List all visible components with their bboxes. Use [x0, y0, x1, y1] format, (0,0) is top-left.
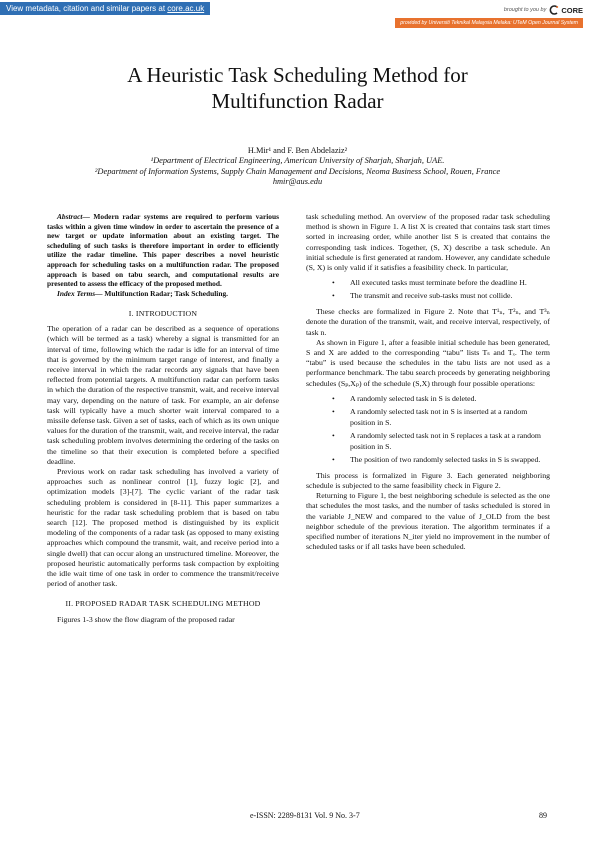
brought-by	[504, 5, 583, 15]
method-paragraph-5: This process is formalized in Figure 3. Each generated neighboring schedule is subjected to the same feasibility check in Figure 2.	[306, 470, 550, 491]
index-terms-text: Multifunction Radar; Task Scheduling.	[102, 288, 228, 298]
list-item: • The transmit and receive sub-tasks must not collide.	[332, 291, 513, 301]
bullet-icon: •	[332, 430, 335, 440]
paper-title	[40, 62, 555, 114]
method-paragraph-2: task scheduling method. An overview of the proposed radar task scheduling method is shown in Figure 1. A list X is created that contains task start times sorted in increasing order, while another list S is created that contains the corresponding task indices. Together, (S, X) describe a task schedule. An initial schedule is first generated at random. However, any candidate schedule (S, X) is only valid if it satisfies a feasibility check. In particular,	[306, 212, 550, 273]
title-line-1: A Heuristic Task Scheduling Method for	[127, 63, 468, 87]
bullet-icon: •	[332, 278, 335, 288]
abstract	[47, 212, 279, 289]
bullet-icon: •	[332, 393, 335, 403]
left-column	[47, 212, 279, 625]
method-paragraph-3: These checks are formalized in Figure 2. Note that T¹ₙ, T²ₙ, and T³ₙ denote the duration of the transmit, wait, and receive interval, respectively, of task n.	[306, 307, 550, 337]
author-block	[40, 146, 555, 188]
bullet-icon: •	[332, 454, 335, 464]
title-line-2: Multifunction Radar	[211, 89, 384, 113]
list-item: • All executed tasks must terminate before the deadline H.	[332, 278, 527, 288]
section-heading-method: II. PROPOSED RADAR TASK SCHEDULING METHOD	[65, 599, 261, 609]
affiliation-2: ²Department of Information Systems, Supply Chain Management and Decisions, Neoma Business School, Rouen, France	[94, 166, 501, 176]
provided-by-banner[interactable]: provided by Universiti Teknikal Malaysia Melaka: UTeM Open Journal System	[395, 18, 583, 28]
intro-paragraph-1: The operation of a radar can be described as a sequence of operations (which will be termed as a task) whereby a signal is transmitted for an interval of time, following which the radar is idle for an interval of time that is governed by the minimum target range of interest, and finally a receive interval in which the radar records any signals that have been reflected from potential targets. A multifunction radar can perform tasks in which the duration of the respective transmit, wait, and receive interval may vary, depending on the nature of task. For example, an air defense task will typically have a much shorter wait interval compared to a missile defense task. Given a set of tasks, each of which as its own unique values for the duration of the transmit, wait, and receive interval, the radar task scheduling problem involves determining the ordering of the tasks on the timeline so that their execution is completed before a specified deadline.	[47, 324, 279, 466]
abstract-text: Modern radar systems are required to perform various tasks within a given time window in order to ascertain the presence of a new target or update information about an existing target. The scheduling of such tasks is therefore important in order to efficiently utilize the radar timeline. This paper describes a novel heuristic approach for scheduling tasks on a multifunction radar. The proposed approach is based on tabu search, and computational results are presented to assess the efficacy of the proposed method.	[47, 212, 279, 289]
operations-list	[306, 393, 550, 465]
author-names: H.Mir¹ and F. Ben Abdelaziz²	[247, 146, 348, 155]
list-item: • A randomly selected task in S is deleted.	[332, 393, 477, 403]
intro-paragraph-2: Previous work on radar task scheduling has involved a variety of approaches such as nonlinear control [1], fuzzy logic [2], and optimization models [3]-[7]. The cyclic variant of the radar task scheduling problem is considered in [8-11]. This paper summarizes a heuristic for the radar task scheduling problem that is based on tabu search [12]. The proposed method is distinguished by its explicit modeling of the components of a radar task (as opposed to many existing approaches which compound the transmit, wait, and receive period into a single dwell) that can occur along an unstructured timeline. Moreover, the proposed heuristic automatically performs task compaction by exploiting the idle wait time of one task in order to commence the transmit/receive period of another task.	[47, 467, 279, 589]
method-paragraph-6: Returning to Figure 1, the best neighboring schedule is selected as the one that schedules the most tasks, and the number of tasks scheduled is stored in the variable J_NEW and compared to the value of J_OLD from the best neighbor schedule of the previous iteration. The algorithm terminates if a specified number of iterations N_iter yield no improvement in the number of scheduled tasks or if all tasks have been scheduled.	[306, 491, 550, 552]
core-banner	[0, 0, 595, 30]
bullet-icon: •	[332, 406, 335, 416]
list-item: • A randomly selected task not in S replaces a task at a random position in S.	[332, 430, 541, 451]
core-logo[interactable]	[549, 5, 583, 15]
core-label: CORE	[561, 5, 583, 15]
method-paragraph-1: Figures 1-3 show the flow diagram of the proposed radar	[57, 614, 235, 624]
feasibility-list	[306, 277, 550, 301]
index-terms-label: Index Terms—	[57, 288, 103, 298]
bullet-icon: •	[332, 291, 335, 301]
right-column	[306, 212, 550, 552]
page-number: 89	[539, 811, 547, 820]
brought-by-text: brought to you by	[503, 7, 547, 13]
abstract-label: Abstract—	[57, 212, 90, 221]
method-paragraph-4: As shown in Figure 1, after a feasible initial schedule has been generated, S and X are added to the corresponding “tabu” lists Tₛ and Tₓ. The term “tabu” is used because the schedules in the tabu lists are not used as a performance benchmark. The tabu search proceeds by generating neighboring schedules (Sₚ,Xₚ) of the schedule (S,X) through four possible operations:	[306, 337, 550, 388]
journal-footer: e-ISSN: 2289-8131 Vol. 9 No. 3-7	[250, 811, 360, 820]
list-item: • The position of two randomly selected tasks in S is swapped.	[332, 454, 541, 464]
affiliation-1: ¹Department of Electrical Engineering, American University of Sharjah, Sharjah, UAE.	[150, 156, 445, 166]
metadata-text: View metadata, citation and similar papers at	[6, 4, 168, 13]
index-terms	[47, 289, 279, 299]
section-heading-introduction: I. INTRODUCTION	[128, 308, 198, 318]
list-item: • A randomly selected task not in S is inserted at a random position in S.	[332, 406, 528, 427]
metadata-banner[interactable]	[0, 2, 210, 15]
core-link[interactable]: core.ac.uk	[167, 4, 205, 13]
core-logo-icon	[549, 5, 559, 15]
author-email: hmir@aus.edu	[272, 177, 323, 187]
